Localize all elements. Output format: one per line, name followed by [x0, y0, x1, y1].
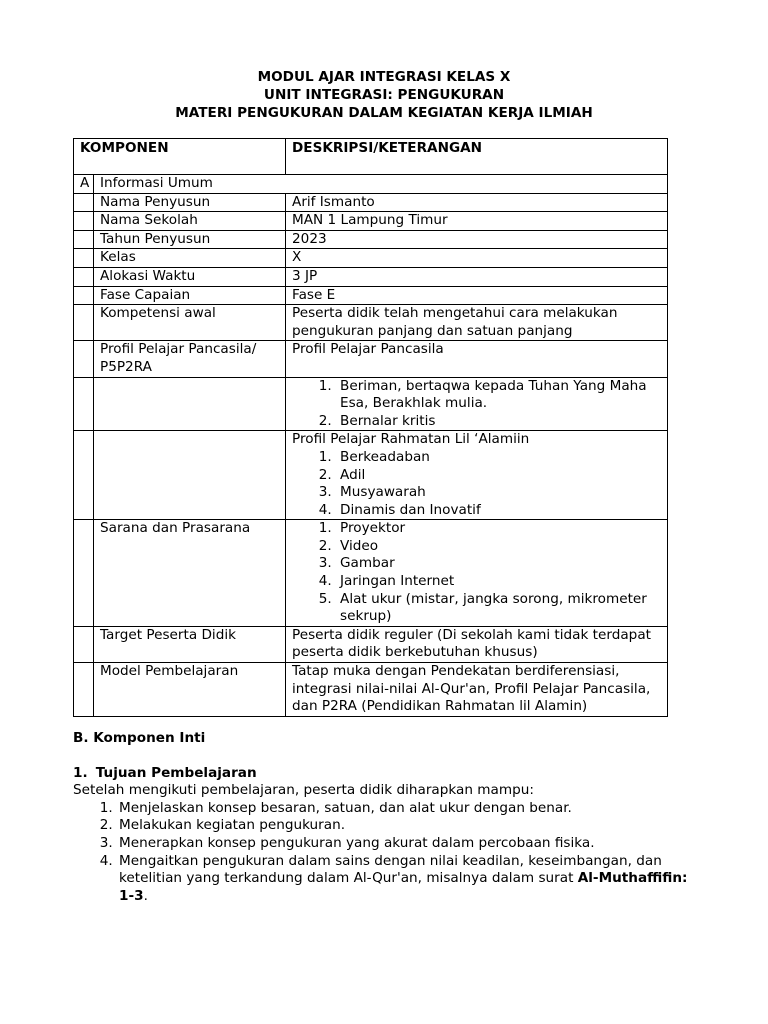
- document-header: [0, 68, 768, 122]
- table-row: [74, 305, 668, 341]
- row-value: Fase E: [286, 286, 668, 305]
- row-value: Peserta didik telah mengetahui cara melakukan pengukuran panjang dan satuan panjang: [286, 305, 668, 341]
- list-item: 2. Melakukan kegiatan pengukuran.: [117, 817, 693, 835]
- doc-title-line-2: UNIT INTEGRASI: PENGUKURAN: [263, 87, 505, 103]
- table-row: [74, 431, 668, 520]
- surah-reference: Al-Muthaffifin: 1-3: [119, 870, 688, 904]
- info-table: [73, 138, 668, 717]
- table-row: [74, 341, 668, 377]
- table-row: [74, 249, 668, 268]
- table-row: [74, 626, 668, 662]
- row-label: Kelas: [94, 249, 286, 268]
- section-b: [73, 730, 693, 905]
- row-label: Tahun Penyusun: [94, 230, 286, 249]
- sarana-list: [292, 520, 661, 626]
- list-item: 3. Gambar: [336, 555, 661, 573]
- list-item: 4. Jaringan Internet: [336, 573, 661, 591]
- table-row: [74, 377, 668, 431]
- table-row: [74, 520, 668, 627]
- row-value: MAN 1 Lampung Timur: [286, 212, 668, 231]
- row-label: Sarana dan Prasarana: [94, 520, 286, 627]
- section-b-title: B. Komponen Inti: [73, 730, 206, 746]
- doc-title-line-3: MATERI PENGUKURAN DALAM KEGIATAN KERJA ILMIAH: [175, 105, 593, 121]
- row-value: Peserta didik reguler (Di sekolah kami tidak terdapat peserta didik berkebutuhan khusus): [286, 626, 668, 662]
- header-deskripsi: DESKRIPSI/KETERANGAN: [286, 139, 668, 175]
- row-value: [286, 377, 668, 431]
- row-value: 2023: [286, 230, 668, 249]
- row-label: Model Pembelajaran: [94, 663, 286, 717]
- subsection-title: Tujuan Pembelajaran: [95, 764, 257, 781]
- goal-4-end: .: [143, 887, 148, 904]
- list-item: [117, 853, 693, 906]
- table-row: [74, 663, 668, 717]
- goals-list: [73, 800, 693, 906]
- list-item: 4. Dinamis dan Inovatif: [336, 502, 661, 520]
- list-item: 5. Alat ukur (mistar, jangka sorong, mikrometer sekrup): [336, 591, 661, 626]
- list-item: 3. Musyawarah: [336, 484, 661, 502]
- table-row: [74, 193, 668, 212]
- row-value: X: [286, 249, 668, 268]
- subsection-number: 1.: [73, 764, 88, 781]
- rahmatan-list: [292, 449, 661, 519]
- section-title: Informasi Umum: [94, 175, 668, 194]
- section-row: [74, 175, 668, 194]
- row-label: Fase Capaian: [94, 286, 286, 305]
- row-value: [286, 520, 668, 627]
- list-item: 1. Proyektor: [336, 520, 661, 538]
- table-row: [74, 212, 668, 231]
- list-item: 2. Video: [336, 538, 661, 556]
- row-label: Kompetensi awal: [94, 305, 286, 341]
- doc-title-line-1: MODUL AJAR INTEGRASI KELAS X: [257, 69, 511, 85]
- section-letter: A: [74, 175, 94, 194]
- list-item: 2. Adil: [336, 467, 661, 485]
- table-row: [74, 267, 668, 286]
- row-value: 3 JP: [286, 267, 668, 286]
- rahmatan-title: Profil Pelajar Rahmatan Lil ‘Alamiin: [292, 431, 530, 448]
- table-row: [74, 286, 668, 305]
- row-value: Tatap muka dengan Pendekatan berdiferensiasi, integrasi nilai-nilai Al-Qur'an, Profil Pelajar Pancasila, dan P2RA (Pendidikan Rahmatan lil Alamin): [286, 663, 668, 717]
- row-label: Profil Pelajar Pancasila/ P5P2RA: [94, 341, 286, 377]
- row-label: Alokasi Waktu: [94, 267, 286, 286]
- list-item: 1. Beriman, bertaqwa kepada Tuhan Yang Maha Esa, Berakhlak mulia.: [336, 378, 661, 413]
- profil-list: [292, 378, 661, 431]
- row-value: [286, 431, 668, 520]
- row-value: Profil Pelajar Pancasila: [286, 341, 668, 377]
- list-item: 1. Berkeadaban: [336, 449, 661, 467]
- header-komponen: KOMPONEN: [74, 139, 286, 175]
- row-label: Nama Penyusun: [94, 193, 286, 212]
- subsection-heading: [73, 765, 693, 783]
- goals-intro: Setelah mengikuti pembelajaran, peserta didik diharapkan mampu:: [73, 782, 534, 799]
- goal-4-text: Mengaitkan pengukuran dalam sains dengan nilai keadilan, keseimbangan, dan ketelitian yang terkandung dalam Al-Qur'an, misalnya dalam surat: [119, 852, 662, 887]
- list-item: 1. Menjelaskan konsep besaran, satuan, dan alat ukur dengan benar.: [117, 800, 693, 818]
- row-value: Arif Ismanto: [286, 193, 668, 212]
- row-label: Nama Sekolah: [94, 212, 286, 231]
- list-item: 2. Bernalar kritis: [336, 413, 661, 431]
- row-label: Target Peserta Didik: [94, 626, 286, 662]
- list-item: 3. Menerapkan konsep pengukuran yang akurat dalam percobaan fisika.: [117, 835, 693, 853]
- table-header-row: [74, 139, 668, 175]
- table-row: [74, 230, 668, 249]
